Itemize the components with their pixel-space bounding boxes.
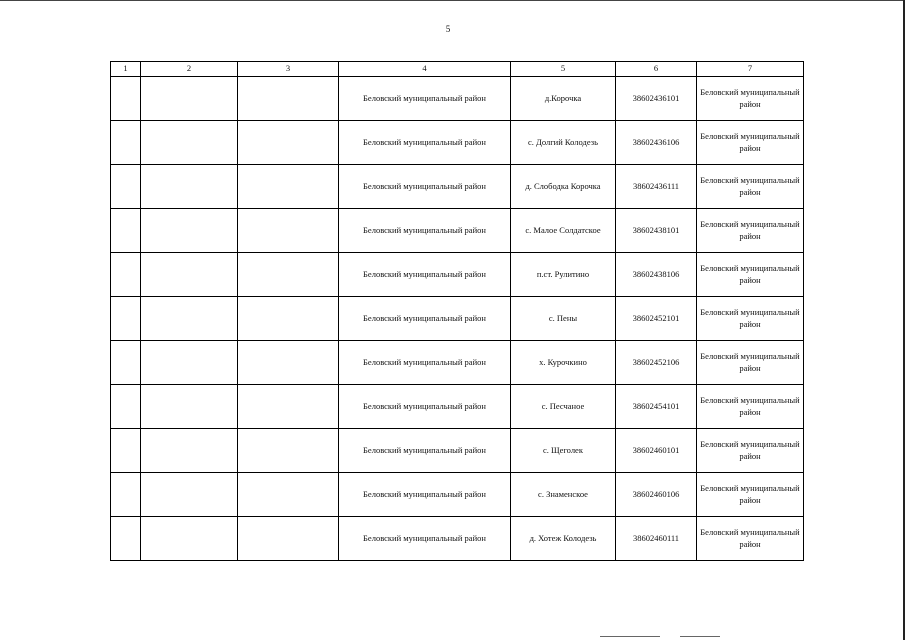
cell-settlement: с. Малое Солдатское: [511, 209, 616, 253]
cell-code: 38602438106: [616, 253, 697, 297]
cell-code: 38602452101: [616, 297, 697, 341]
cell-municipality: Беловский муниципальный район: [697, 121, 804, 165]
cell-municipality: Беловский муниципальный район: [697, 429, 804, 473]
cell-col2: [141, 473, 238, 517]
cell-district: Беловский муниципальный район: [339, 77, 511, 121]
cell-col2: [141, 253, 238, 297]
cell-district: Беловский муниципальный район: [339, 165, 511, 209]
cell-col2: [141, 209, 238, 253]
table-row: [111, 341, 804, 385]
table-row: [111, 209, 804, 253]
cell-col1: [111, 165, 141, 209]
cell-settlement: д.Корочка: [511, 77, 616, 121]
column-header: 1: [111, 62, 141, 77]
cell-settlement: с. Песчаное: [511, 385, 616, 429]
cell-code: 38602436106: [616, 121, 697, 165]
cell-col1: [111, 429, 141, 473]
cell-municipality: Беловский муниципальный район: [697, 77, 804, 121]
cell-col1: [111, 253, 141, 297]
cell-col1: [111, 77, 141, 121]
cell-col3: [238, 517, 339, 561]
column-header: 6: [616, 62, 697, 77]
cell-col2: [141, 517, 238, 561]
table-row: [111, 77, 804, 121]
table-row: [111, 385, 804, 429]
cell-col1: [111, 209, 141, 253]
cell-col3: [238, 297, 339, 341]
cell-settlement: с. Щеголек: [511, 429, 616, 473]
table-row: [111, 517, 804, 561]
column-header: 2: [141, 62, 238, 77]
cell-code: 38602454101: [616, 385, 697, 429]
cell-col1: [111, 121, 141, 165]
cell-district: Беловский муниципальный район: [339, 429, 511, 473]
cell-col1: [111, 385, 141, 429]
cell-municipality: Беловский муниципальный район: [697, 253, 804, 297]
table-row: [111, 297, 804, 341]
cell-district: Беловский муниципальный район: [339, 473, 511, 517]
cell-col2: [141, 429, 238, 473]
cell-settlement: д. Хотеж Колодезь: [511, 517, 616, 561]
cell-col2: [141, 385, 238, 429]
cell-col1: [111, 341, 141, 385]
cell-district: Беловский муниципальный район: [339, 341, 511, 385]
cell-code: 38602460106: [616, 473, 697, 517]
cell-code: 38602460111: [616, 517, 697, 561]
cell-settlement: х. Курочкино: [511, 341, 616, 385]
cell-col3: [238, 385, 339, 429]
cell-municipality: Беловский муниципальный район: [697, 473, 804, 517]
cell-district: Беловский муниципальный район: [339, 517, 511, 561]
settlements-table: [110, 61, 804, 561]
cell-district: Беловский муниципальный район: [339, 121, 511, 165]
table-row: [111, 429, 804, 473]
column-header: 7: [697, 62, 804, 77]
cell-settlement: д. Слободка Корочка: [511, 165, 616, 209]
table-row: [111, 473, 804, 517]
cell-district: Беловский муниципальный район: [339, 385, 511, 429]
cell-code: 38602436101: [616, 77, 697, 121]
page-number: 5: [445, 24, 451, 34]
cell-col2: [141, 297, 238, 341]
cell-col1: [111, 517, 141, 561]
cell-settlement: с. Долгий Колодезь: [511, 121, 616, 165]
cell-col3: [238, 209, 339, 253]
table-row: [111, 253, 804, 297]
scan-edge-top: [0, 0, 905, 1]
table-header-row: [111, 62, 804, 77]
cell-col2: [141, 77, 238, 121]
cell-col3: [238, 429, 339, 473]
column-header: 5: [511, 62, 616, 77]
cell-col2: [141, 165, 238, 209]
cell-municipality: Беловский муниципальный район: [697, 385, 804, 429]
cell-settlement: с. Знаменское: [511, 473, 616, 517]
cell-code: 38602436111: [616, 165, 697, 209]
cell-col1: [111, 473, 141, 517]
cell-municipality: Беловский муниципальный район: [697, 209, 804, 253]
table-row: [111, 121, 804, 165]
cell-col1: [111, 297, 141, 341]
column-header: 4: [339, 62, 511, 77]
cell-col2: [141, 121, 238, 165]
cell-municipality: Беловский муниципальный район: [697, 341, 804, 385]
cell-code: 38602460101: [616, 429, 697, 473]
scan-mark-bottom-right: [680, 636, 720, 637]
cell-col3: [238, 165, 339, 209]
cell-col2: [141, 341, 238, 385]
cell-municipality: Беловский муниципальный район: [697, 165, 804, 209]
cell-municipality: Беловский муниципальный район: [697, 297, 804, 341]
cell-settlement: п.ст. Рулитино: [511, 253, 616, 297]
cell-col3: [238, 253, 339, 297]
cell-municipality: Беловский муниципальный район: [697, 517, 804, 561]
cell-code: 38602452106: [616, 341, 697, 385]
table-row: [111, 165, 804, 209]
cell-col3: [238, 77, 339, 121]
cell-district: Беловский муниципальный район: [339, 297, 511, 341]
cell-col3: [238, 341, 339, 385]
cell-district: Беловский муниципальный район: [339, 209, 511, 253]
cell-settlement: с. Пены: [511, 297, 616, 341]
scan-mark-bottom-left: [600, 636, 660, 637]
cell-code: 38602438101: [616, 209, 697, 253]
cell-col3: [238, 473, 339, 517]
cell-col3: [238, 121, 339, 165]
column-header: 3: [238, 62, 339, 77]
cell-district: Беловский муниципальный район: [339, 253, 511, 297]
